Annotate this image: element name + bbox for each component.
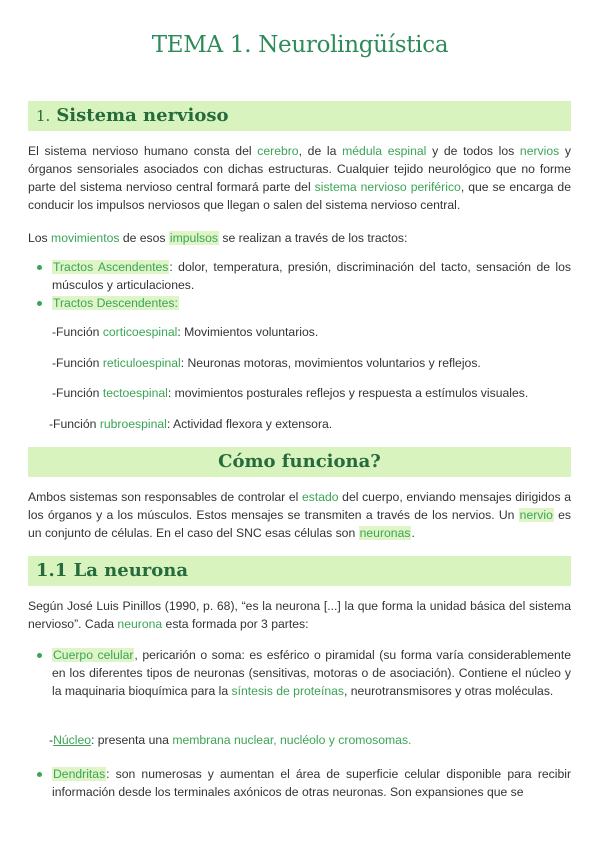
- funcion-rubroespinal: -Función rubroespinal: Actividad flexora y extensora.: [49, 417, 333, 431]
- term-cerebro: cerebro: [257, 144, 299, 158]
- section-heading-sistema-nervioso: [28, 101, 571, 131]
- section-title: Cómo funciona?: [218, 451, 381, 472]
- section-title: Sistema nervioso: [56, 105, 229, 126]
- section-number: 1.: [36, 107, 51, 125]
- term-sintesis-proteinas: síntesis de proteínas: [231, 684, 344, 698]
- term-dendritas: Dendritas: [53, 767, 106, 781]
- term-neurona: neurona: [117, 617, 163, 631]
- funcion-reticuloespinal: -Función reticuloespinal: Neuronas motoras, movimientos voluntarios y reflejos.: [52, 356, 481, 370]
- term-movimientos: movimientos: [51, 231, 120, 245]
- term-tractos-descendentes: Tractos Descendentes:: [53, 296, 178, 310]
- paragraph-la-neurona: Según José Luis Pinillos (1990, p. 68), “es la neurona [...] la que forma la unidad básica del sistema nervioso”. Cada neurona esta formada por 3 partes:: [28, 599, 571, 631]
- list-item-tractos-ascendentes: Tractos Ascendentes: dolor, temperatura, presión, discriminación del tacto, sensación de los músculos y articulaciones.: [52, 260, 572, 292]
- list-item-dendritas: Dendritas: son numerosas y aumentan el área de superficie celular disponible para recibir información desde los terminales axónicos de otras neuronas. Son expansiones que se: [52, 767, 571, 799]
- bullet-dot: [37, 772, 42, 777]
- term-corticoespinal: corticoespinal: [102, 325, 178, 339]
- term-impulsos: impulsos: [169, 231, 219, 245]
- term-medula-espinal: médula espinal: [342, 144, 427, 158]
- section-heading-la-neurona: [28, 556, 571, 586]
- paragraph-como-funciona: Ambos sistemas son responsables de controlar el estado del cuerpo, enviando mensajes dirigidos a los órganos y a los músculos. Estos mensajes se transmiten a través de los nervios. Un nervio es un conjunto de células. En el caso del SNC esas células son neuronas.: [28, 490, 571, 540]
- list-item-cuerpo-celular: Cuerpo celular, pericarión o soma: es esférico o piramidal (su forma varía considerablemente en los diferentes tipos de neuronas (sensitivas, motoras o de asociación). Contiene el núcleo y la maquinaria bioquímica para la síntesis de proteínas, neurotransmisores y otras moléculas.: [52, 648, 571, 698]
- section-heading-como-funciona: [28, 447, 571, 477]
- page-title: TEMA 1. Neurolingüística: [151, 32, 449, 58]
- term-tractos-ascendentes: Tractos Ascendentes: [53, 260, 169, 274]
- paragraph-movimientos: Los movimientos de esos impulsos se realizan a través de los tractos:: [28, 231, 408, 245]
- term-tectoespinal: tectoespinal: [102, 386, 168, 400]
- term-rubroespinal: rubroespinal: [99, 417, 167, 431]
- term-nucleo: Núcleo: [53, 733, 91, 747]
- term-cuerpo-celular: Cuerpo celular: [53, 648, 134, 662]
- funcion-corticoespinal: -Función corticoespinal: Movimientos voluntarios.: [52, 325, 319, 339]
- term-nervios: nervios: [519, 144, 560, 158]
- term-neuronas: neuronas: [359, 526, 411, 540]
- term-membrana-nuclear: membrana nuclear, nucléolo y cromosomas.: [172, 733, 412, 747]
- term-estado: estado: [301, 490, 339, 504]
- paragraph-sistema-nervioso: El sistema nervioso humano consta del cerebro, de la médula espinal y de todos los nervios y órganos sensoriales asociados con dichas estructuras. Cualquier tejido neurológico que no forme parte del sistema nervioso central formará parte del sistema nervioso periférico, que se encarga de conducir los impulsos nerviosos que llegan o salen del sistema nervioso central.: [28, 144, 572, 212]
- term-sistema-periferico: sistema nervioso periférico: [314, 180, 461, 194]
- bullet-dot: [37, 653, 42, 658]
- section-title: 1.1 La neurona: [36, 560, 189, 581]
- term-reticuloespinal: reticuloespinal: [102, 356, 181, 370]
- item-nucleo: -Núcleo: presenta una membrana nuclear, nucléolo y cromosomas.: [49, 733, 412, 747]
- funcion-tectoespinal: -Función tectoespinal: movimientos posturales reflejos y respuesta a estímulos visuales.: [52, 386, 529, 400]
- term-nervio: nervio: [519, 508, 553, 522]
- list-item-tractos-descendentes: [52, 294, 571, 312]
- bullet-dot: [37, 265, 42, 270]
- bullet-dot: [37, 301, 42, 306]
